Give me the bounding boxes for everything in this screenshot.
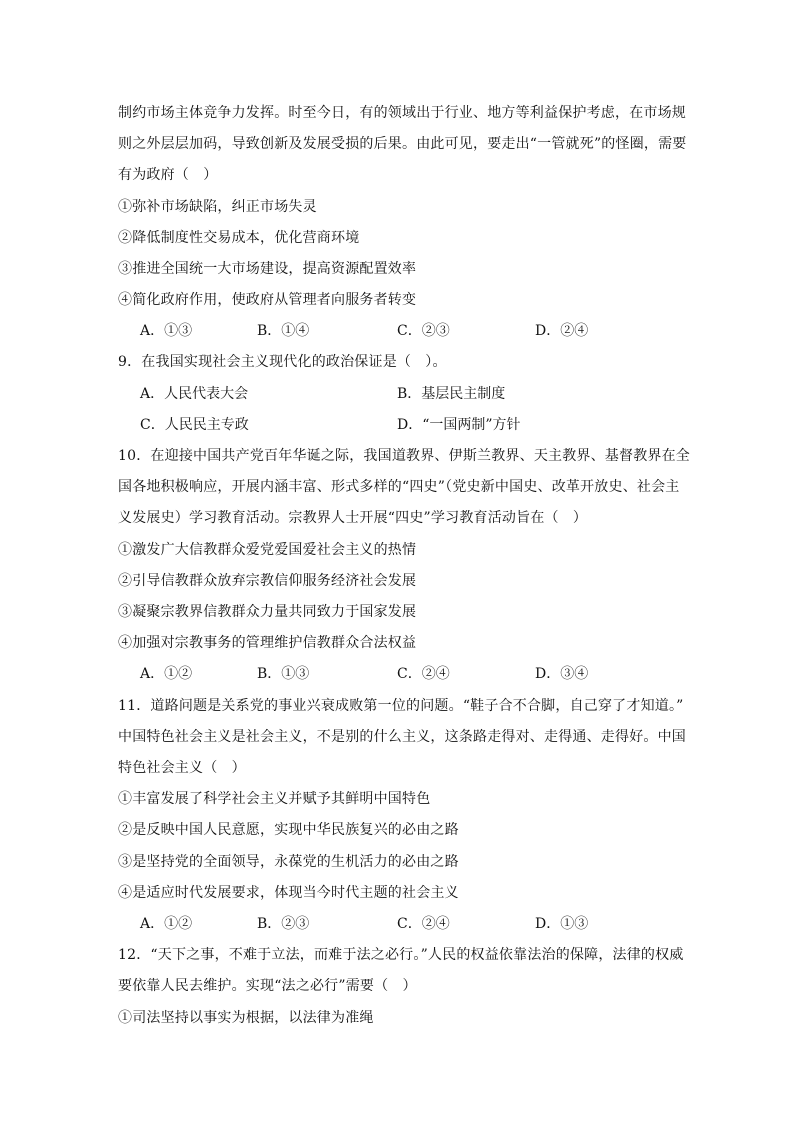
q11-item-3: ③是坚持党的全面领导，永葆党的生机活力的必由之路 [118, 854, 459, 870]
q10-stem-line-1: 10．在迎接中国共产党百年华诞之际，我国道教界、伊斯兰教界、天主教界、基督教界在全 [118, 448, 691, 464]
q11-option-b: B．②③ [257, 916, 310, 932]
q11-option-d: D．①③ [535, 916, 589, 932]
q12-item-1: ①司法坚持以事实为根据，以法律为准绳 [118, 1010, 374, 1026]
q10-option-c: C．②④ [397, 666, 450, 682]
q12-stem-line-2: 要依靠人民去维护。实现“法之必行”需要（ ） [118, 978, 417, 994]
q8-option-d: D．②④ [535, 323, 589, 339]
q11-item-4: ④是适应时代发展要求，体现当今时代主题的社会主义 [118, 885, 459, 901]
q11-item-1: ①丰富发展了科学社会主义并赋予其鲜明中国特色 [118, 791, 431, 807]
q10-options [140, 664, 660, 684]
q11-option-a: A．①② [140, 916, 193, 932]
q12-stem-line-1: 12．“天下之事，不难于立法，而难于法之必行。”人民的权益依靠法治的保障，法律的权威 [118, 947, 684, 963]
q9-stem: 9．在我国实现社会主义现代化的政治保证是（ ）。 [118, 354, 447, 370]
q9-options-row-1 [140, 384, 660, 404]
q11-stem-line-2: 中国特色社会主义是社会主义，不是别的什么主义，这条路走得对、走得通、走得好。中国 [118, 729, 686, 745]
q10-item-3: ③凝聚宗教界信教群众力量共同致力于国家发展 [118, 604, 417, 620]
q8-option-c: C．②③ [397, 323, 450, 339]
q10-stem-line-2: 国各地积极响应，开展内涵丰富、形式多样的“四史”（党史新中国史、改革开放史、社会主 [118, 479, 680, 495]
q11-stem-line-3: 特色社会主义（ ） [118, 760, 246, 776]
q11-option-c: C．②④ [397, 916, 450, 932]
q8-option-a: A．①③ [140, 323, 193, 339]
q8-stem-line-3: 有为政府（ ） [118, 167, 218, 183]
q8-options [140, 321, 660, 341]
q10-item-4: ④加强对宗教事务的管理维护信教群众合法权益 [118, 635, 417, 651]
q9-options-row-2 [140, 415, 660, 435]
q8-stem-line-2: 则之外层层加码，导致创新及发展受损的后果。由此可见，要走出“一管就死”的怪圈，需要 [118, 136, 687, 152]
q10-item-2: ②引导信教群众放弃宗教信仰服务经济社会发展 [118, 573, 417, 589]
q8-item-3: ③推进全国统一大市场建设，提高资源配置效率 [118, 261, 417, 277]
q11-item-2: ②是反映中国人民意愿，实现中华民族复兴的必由之路 [118, 822, 459, 838]
q9-option-a: A．人民代表大会 [140, 386, 249, 402]
q11-options [140, 914, 660, 934]
q9-option-c: C．人民民主专政 [140, 417, 249, 433]
q9-option-b: B．基层民主制度 [397, 386, 506, 402]
q10-stem-line-3: 义发展史）学习教育活动。宗教界人士开展“四史”学习教育活动旨在（ ） [118, 510, 588, 526]
q10-option-b: B．①③ [257, 666, 310, 682]
q9-option-d: D．“一国两制”方针 [397, 417, 521, 433]
q10-option-d: D．③④ [535, 666, 589, 682]
q10-item-1: ①激发广大信教群众爱党爱国爱社会主义的热情 [118, 542, 417, 558]
q8-item-2: ②降低制度性交易成本，优化营商环境 [118, 230, 360, 246]
q8-item-1: ①弥补市场缺陷，纠正市场失灵 [118, 199, 317, 215]
q8-stem-line-1: 制约市场主体竞争力发挥。时至今日，有的领域出于行业、地方等利益保护考虑，在市场规 [118, 105, 686, 121]
q10-option-a: A．①② [140, 666, 193, 682]
q11-stem-line-1: 11．道路问题是关系党的事业兴衰成败第一位的问题。“鞋子合不合脚，自己穿了才知道。” [118, 698, 684, 714]
q8-item-4: ④简化政府作用，使政府从管理者向服务者转变 [118, 292, 417, 308]
q8-option-b: B．①④ [257, 323, 310, 339]
